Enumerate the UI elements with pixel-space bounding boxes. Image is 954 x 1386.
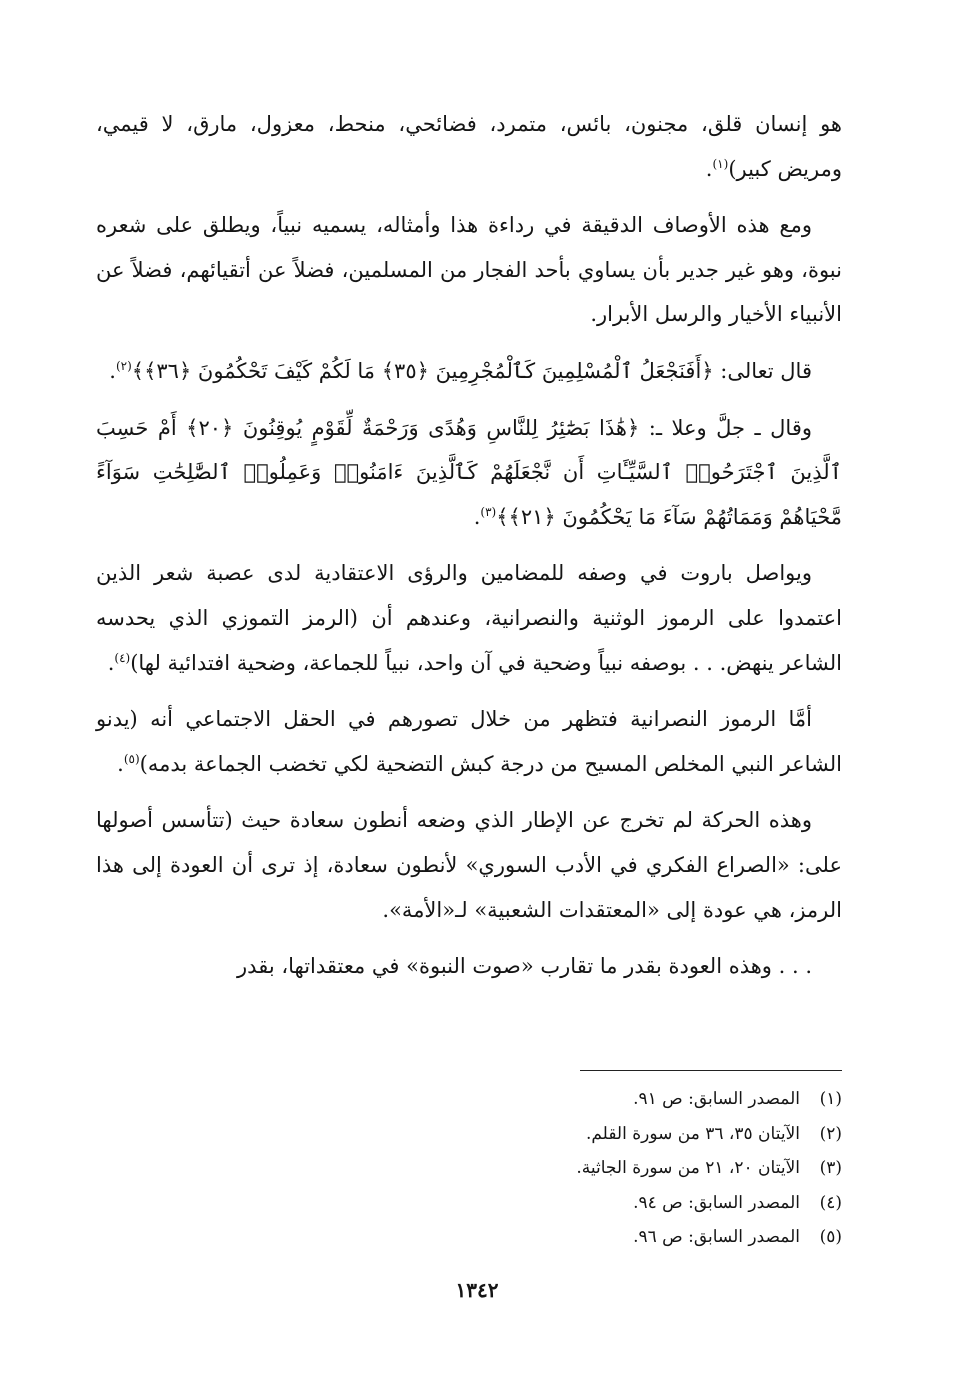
paragraph-text: أمَّا الرموز النصرانية فتظهر من خلال تصورهم في الحقل الاجتماعي أنه (يدنو الشاعر النبي المخلص المسيح من درجة كبش التضحية لكي تخضب الجماعة بدمه) <box>96 707 842 776</box>
paragraph-text: هو إنسان قلق، مجنون، بائس، متمرد، فضائحي، منحط، معزول، مارق، لا قيمي، ومريض كبير) <box>96 112 842 181</box>
footnote-marker: (٥) <box>123 751 140 766</box>
footnote-marker: (١) <box>712 156 729 171</box>
footnote-number: (١) <box>819 1089 842 1109</box>
footnote-separator <box>580 1070 842 1071</box>
footnote-text: الآيتان ٢٠، ٢١ من سورة الجاثية. <box>576 1158 800 1178</box>
footnote-marker: (٣) <box>480 504 497 519</box>
paragraph-text: ومع هذه الأوصاف الدقيقة في رداءة هذا وأمثاله، يسميه نبياً، ويطلق على شعره نبوة، وهو غير جدير بأن يساوي بأحد الفجار من المسلمين، فضلاً عن أتقيائهم، فضلاً عن الأنبياء الأخيار والرسل الأبرار. <box>96 213 842 327</box>
footnote-number: (٤) <box>819 1192 842 1213</box>
footnote-text: الآيتان ٣٥، ٣٦ من سورة القلم. <box>585 1123 800 1144</box>
paragraph-8 <box>96 944 842 989</box>
footnote-number: (٢) <box>819 1123 842 1144</box>
paragraph-text: وهذه الحركة لم تخرج عن الإطار الذي وضعه أنطون سعادة حيث (تتأسس أصولها على: «الصراع الفكري في الأدب السوري» لأنطون سعادة، إذ ترى أن العودة إلى هذا الرمز، هي عودة إلى «المعتقدات الشعبية» لـ«الأمة». <box>96 808 842 922</box>
paragraph-text: . . . وهذه العودة بقدر ما تقارب «صوت النبوة» في معتقداتها، بقدر <box>237 954 812 979</box>
footnote-number: (٥) <box>819 1227 842 1247</box>
footnote-5 <box>96 1220 842 1255</box>
paragraph-end: . <box>705 156 713 181</box>
paragraph-end: . <box>117 751 124 776</box>
footnotes <box>96 1082 842 1255</box>
paragraph-end: . <box>473 504 481 529</box>
footnote-marker: (٢) <box>115 358 132 373</box>
paragraph-5 <box>96 551 842 685</box>
paragraph-6 <box>96 697 842 786</box>
footnote-4 <box>96 1186 842 1221</box>
paragraph-text: وقال ـ جلَّ وعلا ـ: ﴿هَٰذَا بَصَٰٓئِرُ لِلنَّاسِ وَهُدًى وَرَحْمَةٌ لِّقَوْمٍ يُوقِنُونَ ﴿٢٠﴾ أَمْ حَسِبَ ٱلَّذِينَ ٱجْتَرَحُوا۟ ٱلسَّيِّـَٔاتِ أَن نَّجْعَلَهُمْ كَٱلَّذِينَ ءَامَنُوا۟ وَعَمِلُوا۟ ٱلصَّٰلِحَٰتِ سَوَآءً مَّحْيَاهُمْ وَمَمَاتُهُمْ سَآءَ مَا يَحْكُمُونَ ﴿٢١﴾﴾ <box>96 415 842 529</box>
page-number: ١٣٤٢ <box>455 1278 499 1302</box>
footnote-text: المصدر السابق: ص ٩١. <box>633 1089 800 1109</box>
paragraph-end: . <box>109 358 116 383</box>
footnote-text: المصدر السابق: ص ٩٤. <box>633 1192 800 1213</box>
main-text <box>96 102 842 1001</box>
paragraph-end: . <box>107 650 115 675</box>
footnote-2 <box>96 1117 842 1152</box>
paragraph-4-quran-quote <box>96 406 842 540</box>
paragraph-1 <box>96 102 842 191</box>
paragraph-3-quran-quote <box>96 349 842 394</box>
footnote-marker: (٤) <box>114 650 131 665</box>
paragraph-2 <box>96 203 842 337</box>
paragraph-text: ويواصل باروت في وصفه للمضامين والرؤى الاعتقادية لدى عصبة شعر الذين اعتمدوا على الرموز الوثنية والنصرانية، وعندهم أن (الرمز التموزي الذي يحدسه الشاعر ينهض. . . بوصفه نبياً وضحية في آن واحد، نبياً للجماعة، وضحية افتدائية لها) <box>96 561 842 675</box>
paragraph-7 <box>96 798 842 932</box>
footnote-number: (٣) <box>819 1158 842 1178</box>
footnote-3 <box>96 1151 842 1186</box>
footnote-1 <box>96 1082 842 1117</box>
footnote-text: المصدر السابق: ص ٩٦. <box>633 1227 800 1247</box>
paragraph-text: قال تعالى: ﴿أَفَنَجْعَلُ ٱلْمُسْلِمِينَ كَٱلْمُجْرِمِينَ ﴿٣٥﴾ مَا لَكُمْ كَيْفَ تَحْكُمُونَ ﴿٣٦﴾﴾ <box>131 358 812 383</box>
